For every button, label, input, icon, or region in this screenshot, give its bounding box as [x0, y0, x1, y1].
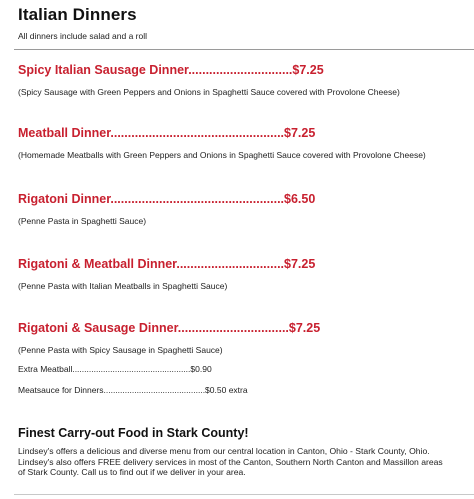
menu-item-title: Spicy Italian Sausage Dinner..............................$7.25 [18, 63, 324, 77]
menu-item-rigatoni-sausage-dinner [18, 321, 474, 356]
menu-item-title: Meatball Dinner..................................................$7.25 [18, 126, 316, 140]
menu-item-description: (Penne Pasta in Spaghetti Sauce) [18, 216, 147, 226]
promo-paragraph [18, 446, 470, 478]
promo-line: Lindsey's offers a delicious and diverse menu from our central location in Canton, Ohio - Stark County, Ohio. [18, 446, 430, 456]
section-title: Italian Dinners [18, 5, 137, 24]
menu-item-rigatoni-dinner [18, 192, 474, 227]
menu-item-rigatoni-meatball-dinner [18, 257, 474, 292]
menu-item-description: (Spicy Sausage with Green Peppers and Onions in Spaghetti Sauce covered with Provolone Cheese) [18, 87, 400, 97]
menu-item-spicy-italian-sausage-dinner [18, 63, 474, 98]
promo-line: Lindsey's also offers FREE delivery services in most of the Canton, Southern North Canton and Massillon areas [18, 456, 443, 467]
bottom-divider [14, 494, 474, 495]
menu-item-title: Rigatoni & Meatball Dinner...............................$7.25 [18, 257, 316, 271]
promo-line: of Stark County. Call us to find out if we deliver in your area. [18, 467, 246, 478]
section-subtitle: All dinners include salad and a roll [18, 31, 147, 41]
section-divider [14, 49, 474, 50]
promo-title: Finest Carry-out Food in Stark County! [18, 426, 249, 440]
menu-item-description: (Penne Pasta with Italian Meatballs in Spaghetti Sauce) [18, 281, 228, 291]
menu-item-description: (Homemade Meatballs with Green Peppers and Onions in Spaghetti Sauce covered with Provolone Cheese) [18, 150, 426, 160]
extra-item-meatball: Extra Meatball..................................................$0.90 [18, 364, 212, 374]
menu-item-description: (Penne Pasta with Spicy Sausage in Spaghetti Sauce) [18, 345, 223, 355]
menu-item-title: Rigatoni & Sausage Dinner................................$7.25 [18, 321, 321, 335]
menu-item-title: Rigatoni Dinner..................................................$6.50 [18, 192, 316, 206]
menu-item-meatball-dinner [18, 126, 474, 161]
extra-item-meatsauce: Meatsauce for Dinners...........................................$0.50 extra [18, 385, 248, 395]
